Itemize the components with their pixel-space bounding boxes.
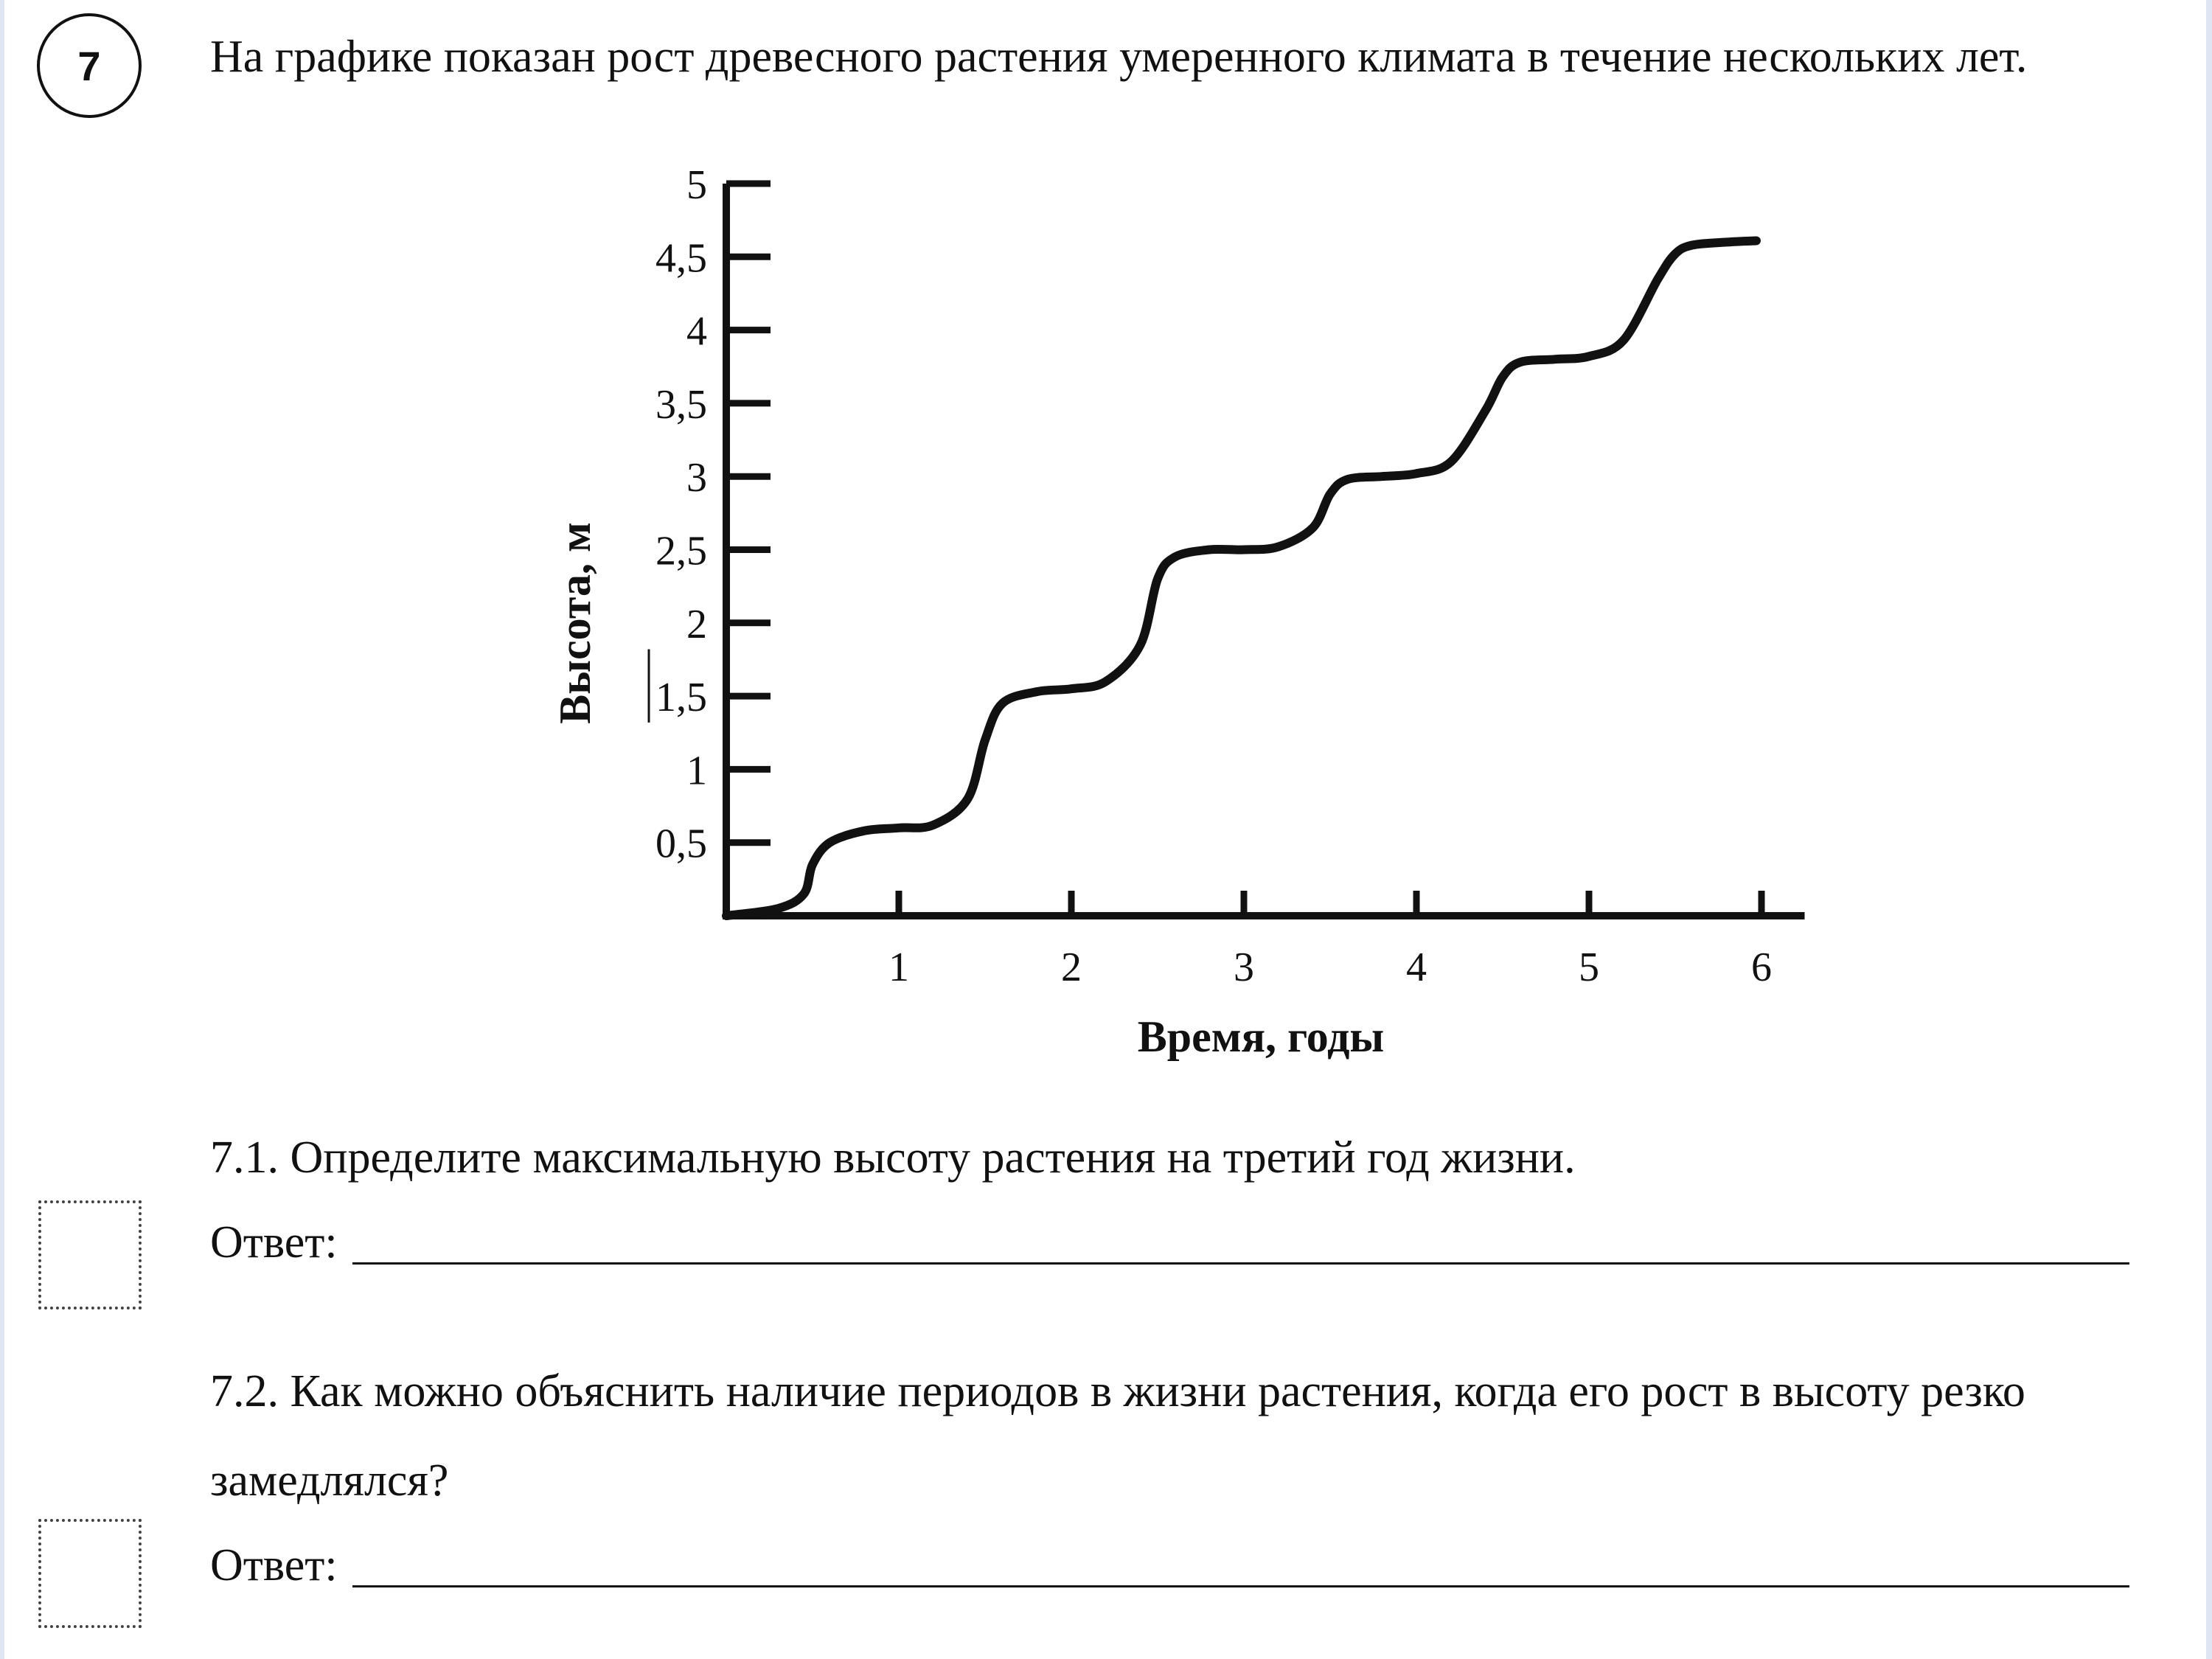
- answer-row-7-2: [210, 1540, 2129, 1592]
- answer-line-7-2[interactable]: [352, 1585, 2129, 1587]
- y-tick-label: 2,5: [655, 528, 707, 574]
- growth-curve-line: [726, 241, 1756, 917]
- y-tick-label: 5: [686, 162, 707, 208]
- x-tick-label: 4: [1406, 945, 1427, 990]
- y-tick-label: 1: [686, 748, 707, 794]
- x-tick-label: 3: [1234, 945, 1254, 990]
- x-tick-label: 2: [1061, 945, 1082, 990]
- y-tick-label: 2: [686, 601, 707, 647]
- answer-label-7-2: Ответ:: [210, 1540, 338, 1590]
- question-7-1-text: 7.1. Определите максимальную высоту растения на третий год жизни.: [210, 1133, 1576, 1183]
- x-axis-label: Время, годы: [1137, 1012, 1385, 1061]
- task-number: 7: [77, 42, 101, 89]
- y-tick-label: 0,5: [655, 821, 707, 867]
- score-box-7-1[interactable]: [38, 1200, 142, 1310]
- x-tick-label: 6: [1751, 945, 1772, 990]
- y-tick-label: 3: [686, 455, 707, 501]
- y-tick-label: 3,5: [655, 381, 707, 428]
- question-7-2-text-line2: замедлялся?: [210, 1455, 449, 1506]
- answer-label-7-1: Ответ:: [210, 1217, 338, 1267]
- y-tick-label: 4,5: [655, 235, 707, 282]
- y-tick-label: 1,5: [655, 675, 707, 721]
- y-axis-label: Высота, м: [551, 522, 599, 724]
- score-box-7-2[interactable]: [38, 1519, 142, 1628]
- question-7-2-text-line1: 7.2. Как можно объяснить наличие периодов в жизни растения, когда его рост в высоту резко: [210, 1366, 2025, 1416]
- task-intro-text: На графике показан рост древесного растения умеренного климата в течение нескольких лет.: [210, 32, 2028, 82]
- x-tick-label: 5: [1579, 945, 1599, 990]
- x-tick-label: 1: [888, 945, 909, 990]
- answer-row-7-1: [210, 1217, 2129, 1269]
- y-tick-label: 4: [686, 308, 707, 355]
- answer-line-7-1[interactable]: [352, 1262, 2129, 1265]
